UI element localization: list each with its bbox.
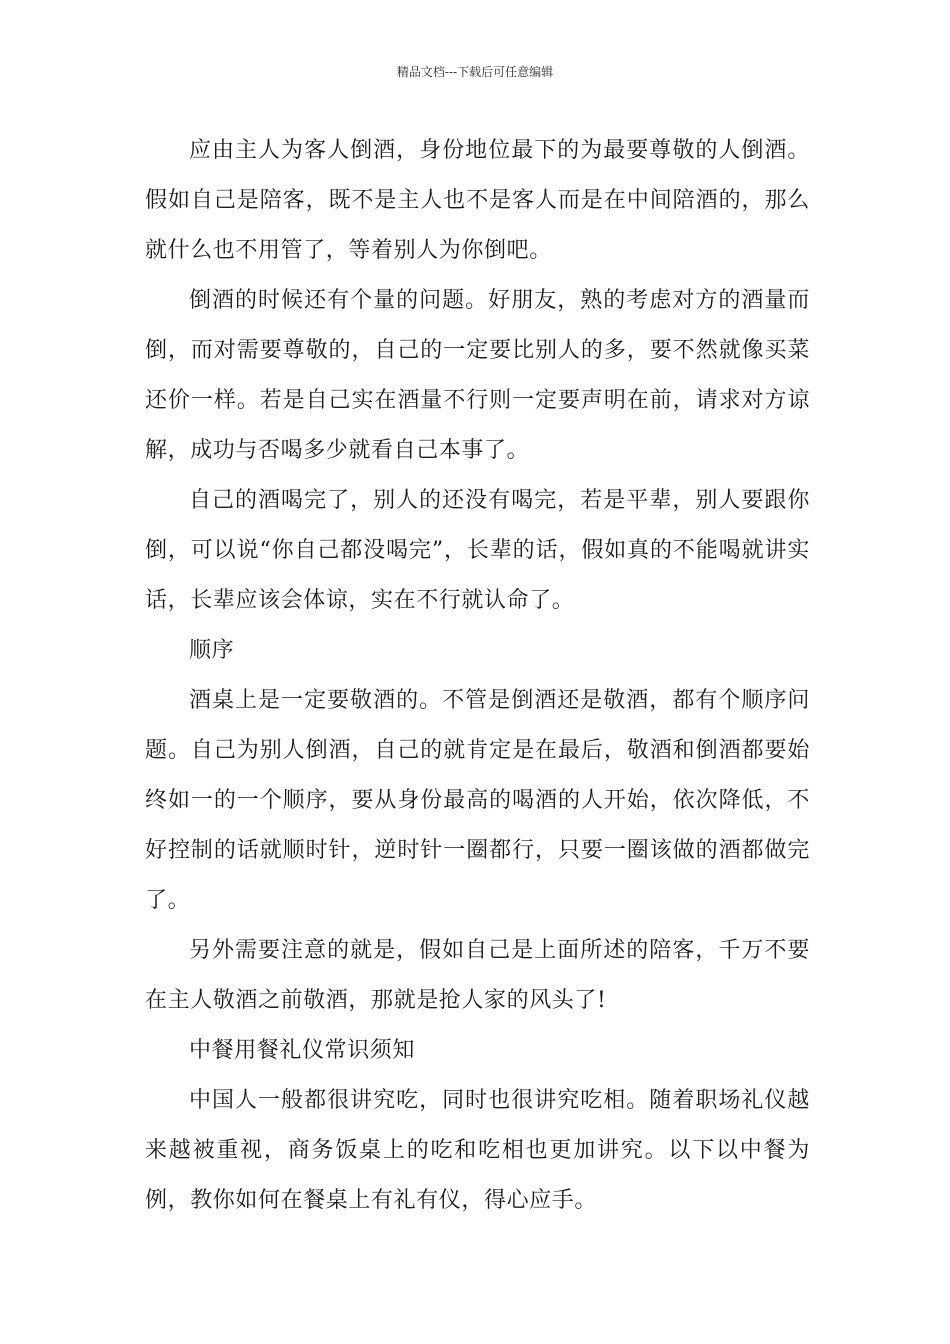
paragraph-toast-order: 酒桌上是一定要敬酒的。不管是倒酒还是敬酒，都有个顺序问题。自己为别人倒酒，自己的就肯定是在最后，敬酒和倒酒都要始终如一的一个顺序，要从身份最高的喝酒的人开始，依次降低，不好控制的话就顺时针，逆时针一圈都行，只要一圈该做的酒都做完了。 bbox=[145, 688, 810, 913]
paragraph-pouring-order: 应由主人为客人倒酒，身份地位最下的为最要尊敬的人倒酒。假如自己是陪客，既不是主人也不是客人而是在中间陪酒的，那么就什么也不用管了，等着别人为你倒吧。 bbox=[145, 138, 810, 263]
paragraph-finished-drink: 自己的酒喝完了，别人的还没有喝完，若是平辈，别人要跟你倒，可以说“你自己都没喝完”，长辈的话，假如真的不能喝就讲实话，长辈应该会体谅，实在不行就认命了。 bbox=[145, 488, 810, 613]
paragraph-note-guest: 另外需要注意的就是，假如自己是上面所述的陪客，千万不要在主人敬酒之前敬酒，那就是抢人家的风头了! bbox=[145, 938, 810, 1013]
section-heading-order: 顺序 bbox=[189, 638, 235, 663]
page-header: 精品文档---下载后可任意编辑 bbox=[396, 65, 554, 79]
paragraph-dining-intro: 中国人一般都很讲究吃，同时也很讲究吃相。随着职场礼仪越来越被重视，商务饭桌上的吃和吃相也更加讲究。以下以中餐为例，教你如何在餐桌上有礼有仪，得心应手。 bbox=[145, 1088, 810, 1213]
paragraph-pouring-amount: 倒酒的时候还有个量的问题。好朋友，熟的考虑对方的酒量而倒，而对需要尊敬的，自己的一定要比别人的多，要不然就像买菜还价一样。若是自己实在酒量不行则一定要声明在前，请求对方谅解，成功与否喝多少就看自己本事了。 bbox=[145, 288, 810, 463]
section-heading-dining-etiquette: 中餐用餐礼仪常识须知 bbox=[189, 1038, 416, 1063]
document-body bbox=[145, 126, 810, 1226]
